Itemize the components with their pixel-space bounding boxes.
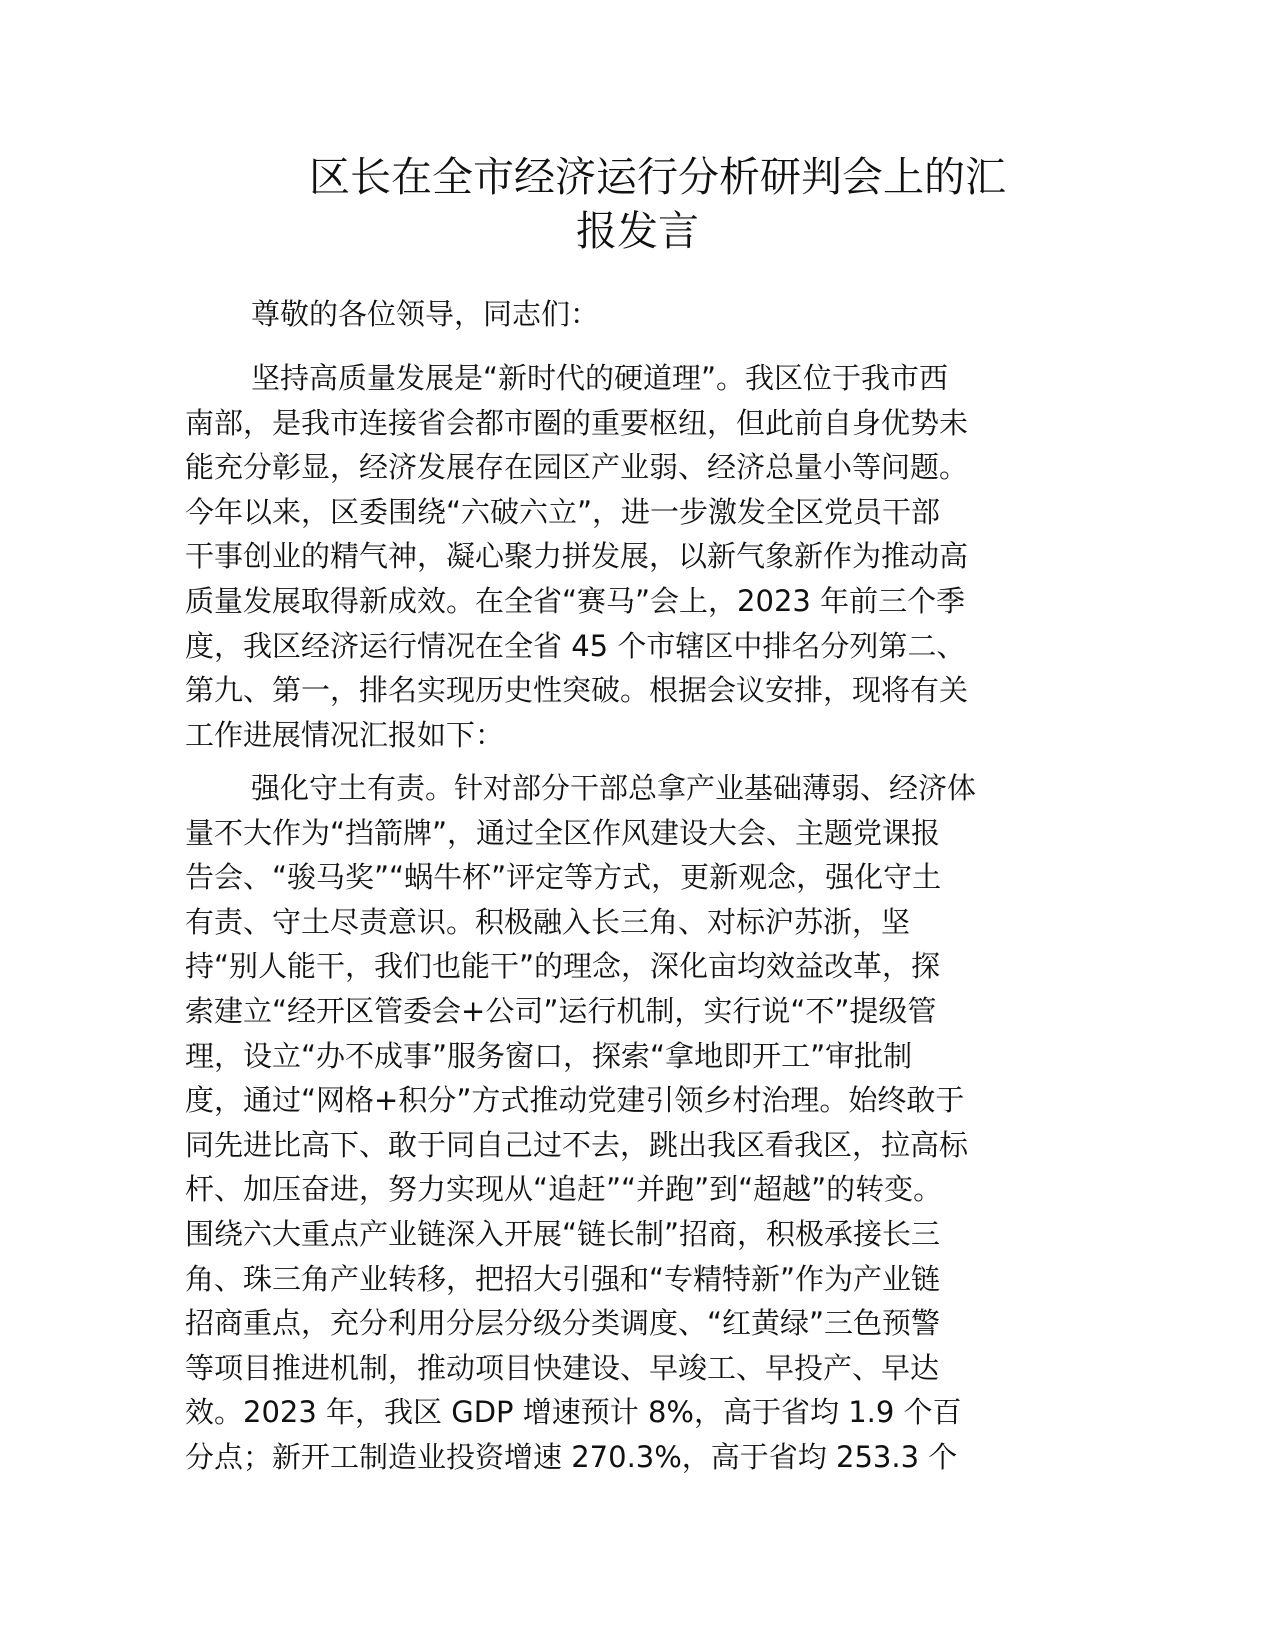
salutation [185, 292, 1090, 337]
paragraph-line: 质量发展取得新成效。在全省“赛马”会上，2023 年前三个季 [185, 583, 966, 618]
paragraph-line: 效。2023 年，我区 GDP 增速预计 8%，高于省均 1.9 个百 [185, 1395, 962, 1430]
paragraph-line: 有责、守土尽责意识。积极融入长三角、对标沪苏浙，坚 [185, 904, 911, 939]
title-line: 区长在全市经济运行分析研判会上的汇 [309, 153, 1006, 201]
paragraph-line: 工作进展情况汇报如下： [185, 717, 505, 752]
salutation-text: 尊敬的各位领导，同志们： [251, 297, 600, 331]
paragraph-line: 度，通过“网格+积分”方式推动党建引领乡村治理。始终敢于 [185, 1083, 965, 1118]
paragraph-1 [185, 356, 1090, 757]
paragraph-line: 理，设立“办不成事”服务窗口，探索“拿地即开工”审批制 [185, 1038, 913, 1073]
paragraph-line: 量不大作为“挡箭牌”，通过全区作风建设大会、主题党课报 [185, 815, 941, 850]
paragraph-line: 度，我区经济运行情况在全省 45 个市辖区中排名分列第二、 [185, 628, 966, 663]
paragraph-line: 干事创业的精气神，凝心聚力拼发展，以新气象新作为推动高 [185, 539, 969, 574]
paragraph-line: 等项目推进机制，推动项目快建设、早竣工、早投产、早达 [185, 1350, 940, 1385]
paragraph-line: 告会、“骏马奖”“蜗牛杯”评定等方式，更新观念，强化守土 [185, 860, 942, 895]
paragraph-line: 南部，是我市连接省会都市圈的重要枢纽，但此前自身优势未 [185, 405, 969, 440]
document-title [185, 150, 1090, 258]
paragraph-line: 今年以来，区委围绕“六破六立”，进一步激发全区党员干部 [185, 494, 941, 529]
paragraph-line: 同先进比高下、敢于同自己过不去，跳出我区看我区，拉高标 [185, 1127, 969, 1162]
title-line: 报发言 [576, 207, 699, 255]
paragraph-line: 强化守土有责。针对部分干部总拿产业基础薄弱、经济体 [251, 771, 977, 805]
paragraph-line: 第九、第一，排名实现历史性突破。根据会议安排，现将有关 [185, 673, 969, 708]
paragraph-line: 能充分彰显，经济发展存在园区产业弱、经济总量小等问题。 [185, 450, 969, 485]
paragraph-line: 杆、加压奋进，努力实现从“追赶”“并跑”到“超越”的转变。 [185, 1172, 943, 1207]
paragraph-line: 分点；新开工制造业投资增速 270.3%，高于省均 253.3 个 [185, 1439, 958, 1474]
paragraph-2 [185, 766, 1090, 1480]
paragraph-line: 持“别人能干，我们也能干”的理念，深化亩均效益改革，探 [185, 949, 941, 984]
paragraph-line: 招商重点，充分利用分层分级分类调度、“红黄绿”三色预警 [185, 1306, 941, 1341]
paragraph-line: 角、珠三角产业转移，把招大引强和“专精特新”作为产业链 [185, 1261, 941, 1296]
paragraph-line: 围绕六大重点产业链深入开展“链长制”招商，积极承接长三 [185, 1216, 941, 1251]
paragraph-line: 索建立“经开区管委会+公司”运行机制，实行说“不”提级管 [185, 993, 937, 1028]
paragraph-line: 坚持高质量发展是“新时代的硬道理”。我区位于我市西 [251, 361, 949, 395]
